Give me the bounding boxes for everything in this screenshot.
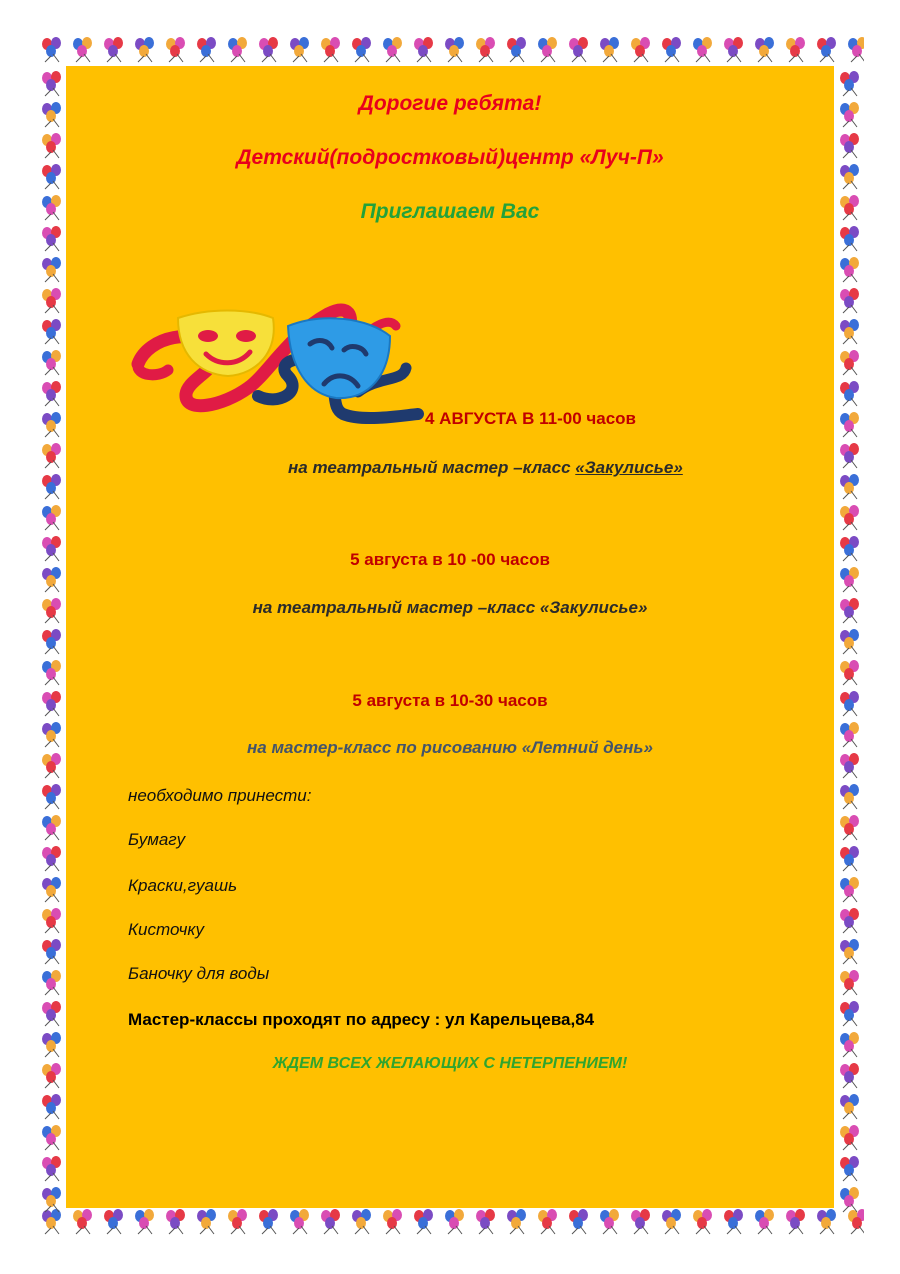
closing-line: ЖДЕМ ВСЕХ ЖЕЛАЮЩИХ С НЕТЕРПЕНИЕМ!: [272, 1055, 628, 1072]
theater-masks-icon: [128, 296, 428, 428]
event3-date: 5 августа в 10-30 часов: [352, 691, 548, 710]
event2-date: 5 августа в 10 -00 часов: [350, 550, 550, 569]
address-line: Мастер-классы проходят по адресу : ул Карельцева,84: [128, 1010, 595, 1029]
supplies-intro: необходимо принести:: [128, 786, 312, 805]
supply-item: Баночку для воды: [128, 964, 270, 983]
event1-title: «Закулисье»: [575, 458, 683, 477]
invite-heading: Приглашаем Вас: [360, 200, 540, 223]
supply-item: Бумагу: [128, 830, 186, 849]
event1-prefix: на театральный мастер –класс: [288, 458, 576, 477]
event2-description: на театральный мастер –класс «Закулисье»: [252, 598, 648, 617]
center-name-heading: Детский(подростковый)центр «Луч-П»: [236, 146, 664, 169]
supply-item: Краски,гуашь: [128, 876, 238, 895]
supply-item: Кисточку: [128, 920, 204, 939]
greeting-heading: Дорогие ребята!: [358, 92, 542, 115]
event3-description: на мастер-класс по рисованию «Летний день»: [247, 738, 653, 757]
event1-description: [288, 458, 683, 478]
event1-date: 4 АВГУСТА В 11-00 часов: [425, 409, 636, 428]
